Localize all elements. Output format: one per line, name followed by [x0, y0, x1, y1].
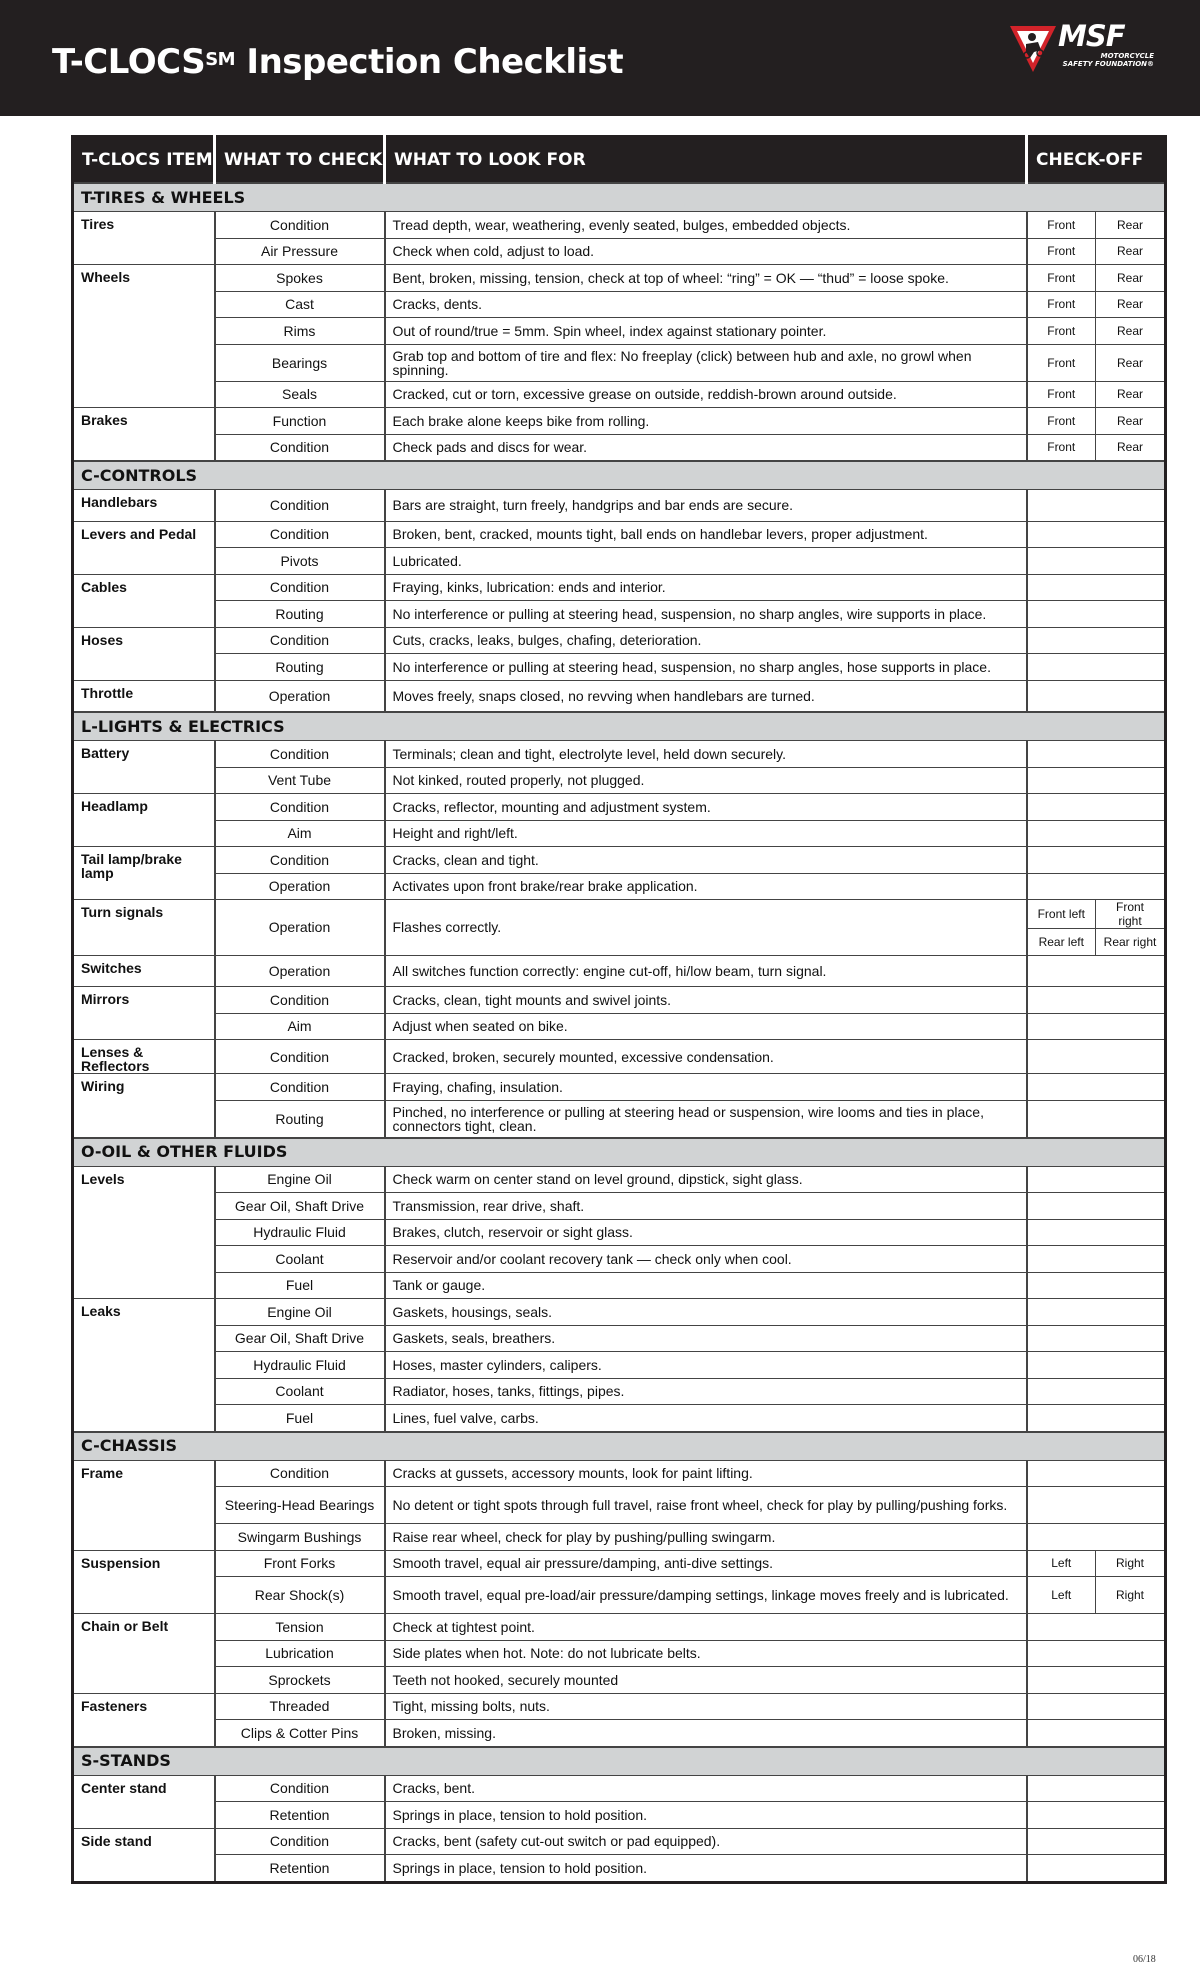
- check-off-box[interactable]: [1027, 794, 1166, 821]
- what-to-look-for: Cracks, clean, tight mounts and swivel joints.: [385, 987, 1027, 1014]
- what-to-check: Condition: [215, 627, 385, 654]
- what-to-check: Rims: [215, 318, 385, 345]
- what-to-check: Routing: [215, 1100, 385, 1138]
- what-to-look-for: Each brake alone keeps bike from rolling.: [385, 408, 1027, 435]
- logo-sub-line-2: SAFETY FOUNDATION: [1062, 60, 1147, 68]
- section-row: [73, 183, 1166, 212]
- what-to-check: Condition: [215, 1460, 385, 1487]
- item-name: Brakes: [73, 408, 215, 462]
- table-header-row: [73, 137, 1166, 184]
- table-row: [73, 1405, 1166, 1432]
- check-off-box[interactable]: [1027, 1040, 1166, 1074]
- what-to-check: Condition: [215, 794, 385, 821]
- table-row: [73, 381, 1166, 408]
- what-to-check: Coolant: [215, 1378, 385, 1405]
- what-to-check: Seals: [215, 381, 385, 408]
- item-name: Wiring: [73, 1074, 215, 1138]
- check-off-box[interactable]: [1027, 1667, 1166, 1694]
- inspection-checklist-table: [71, 135, 1167, 1884]
- what-to-check: Hydraulic Fluid: [215, 1219, 385, 1246]
- what-to-check: Condition: [215, 1828, 385, 1855]
- check-off-box[interactable]: Rear: [1096, 291, 1166, 318]
- table-row: [73, 1720, 1166, 1747]
- what-to-look-for: No interference or pulling at steering head, suspension, no sharp angles, hose supports in place.: [385, 654, 1027, 681]
- what-to-check: Fuel: [215, 1272, 385, 1299]
- what-to-look-for: Smooth travel, equal pre-load/air pressure/damping settings, linkage moves freely and is lubricated.: [385, 1577, 1027, 1614]
- table-row: [73, 794, 1166, 821]
- msf-logo: [1008, 19, 1158, 76]
- what-to-check: Condition: [215, 1074, 385, 1101]
- check-off-box[interactable]: [1027, 1487, 1166, 1524]
- check-off-box[interactable]: [1027, 1828, 1166, 1855]
- what-to-check: Front Forks: [215, 1550, 385, 1577]
- item-name: Tires: [73, 212, 215, 265]
- item-name: Lenses & Reflectors: [73, 1040, 215, 1074]
- section-title: C-CONTROLS: [73, 461, 1166, 490]
- check-off-box[interactable]: [1027, 627, 1166, 654]
- item-name: Leaks: [73, 1299, 215, 1432]
- check-off-box[interactable]: [1027, 574, 1166, 601]
- table-row: [73, 900, 1166, 929]
- table-row: [73, 1802, 1166, 1829]
- what-to-check: Steering-Head Bearings: [215, 1487, 385, 1524]
- what-to-check: Condition: [215, 490, 385, 522]
- what-to-look-for: Check warm on center stand on level ground, dipstick, sight glass.: [385, 1166, 1027, 1193]
- checklist-body: [73, 183, 1166, 1882]
- check-off-box[interactable]: [1027, 521, 1166, 548]
- check-off-box[interactable]: Rear: [1096, 408, 1166, 435]
- check-off-box[interactable]: Rear: [1096, 318, 1166, 345]
- check-off-box[interactable]: Front left: [1027, 900, 1096, 929]
- what-to-look-for: Cuts, cracks, leaks, bulges, chafing, deterioration.: [385, 627, 1027, 654]
- item-name: Handlebars: [73, 490, 215, 522]
- logo-sub-line-1: MOTORCYCLE: [1100, 52, 1154, 60]
- what-to-check: Coolant: [215, 1246, 385, 1273]
- table-row: [73, 291, 1166, 318]
- what-to-check: Gear Oil, Shaft Drive: [215, 1325, 385, 1352]
- what-to-look-for: Brakes, clutch, reservoir or sight glass.: [385, 1219, 1027, 1246]
- column-header-item: T-CLOCS ITEM: [73, 137, 215, 184]
- table-row: [73, 847, 1166, 874]
- table-row: [73, 741, 1166, 768]
- what-to-look-for: Side plates when hot. Note: do not lubricate belts.: [385, 1640, 1027, 1667]
- table-row: [73, 1246, 1166, 1273]
- title-main: T-CLOCS: [52, 42, 206, 82]
- section-title: O-OIL & OTHER FLUIDS: [73, 1138, 1166, 1167]
- what-to-look-for: Gaskets, housings, seals.: [385, 1299, 1027, 1326]
- table-row: [73, 1219, 1166, 1246]
- what-to-look-for: Broken, missing.: [385, 1720, 1027, 1747]
- item-name: Tail lamp/brake lamp: [73, 847, 215, 900]
- table-row: [73, 344, 1166, 381]
- table-row: [73, 1074, 1166, 1101]
- what-to-check: Routing: [215, 601, 385, 628]
- what-to-check: Condition: [215, 847, 385, 874]
- table-row: [73, 265, 1166, 292]
- table-row: [73, 1166, 1166, 1193]
- what-to-look-for: Cracks, clean and tight.: [385, 847, 1027, 874]
- check-off-box[interactable]: Front: [1027, 212, 1096, 239]
- section-title: L-LIGHTS & ELECTRICS: [73, 712, 1166, 741]
- table-row: [73, 627, 1166, 654]
- what-to-check: Condition: [215, 1040, 385, 1074]
- what-to-look-for: Cracks, reflector, mounting and adjustment system.: [385, 794, 1027, 821]
- what-to-check: Tension: [215, 1614, 385, 1641]
- check-off-box[interactable]: Rear: [1096, 265, 1166, 292]
- table-row: [73, 654, 1166, 681]
- check-off-box[interactable]: [1027, 1640, 1166, 1667]
- what-to-look-for: Gaskets, seals, breathers.: [385, 1325, 1027, 1352]
- check-off-box[interactable]: [1027, 955, 1166, 987]
- what-to-look-for: Check when cold, adjust to load.: [385, 238, 1027, 265]
- table-row: [73, 987, 1166, 1014]
- what-to-check: Operation: [215, 955, 385, 987]
- table-row: [73, 490, 1166, 522]
- what-to-look-for: Lubricated.: [385, 548, 1027, 575]
- table-row: [73, 548, 1166, 575]
- what-to-check: Operation: [215, 900, 385, 956]
- check-off-box[interactable]: [1027, 1855, 1166, 1883]
- table-row: [73, 1614, 1166, 1641]
- what-to-check: Engine Oil: [215, 1299, 385, 1326]
- check-off-box[interactable]: [1027, 741, 1166, 768]
- check-off-box[interactable]: [1027, 490, 1166, 522]
- table-row: [73, 434, 1166, 461]
- what-to-look-for: Bent, broken, missing, tension, check at top of wheel: “ring” = OK — “thud” = loose spoke.: [385, 265, 1027, 292]
- check-off-box[interactable]: [1027, 654, 1166, 681]
- item-name: Wheels: [73, 265, 215, 408]
- item-name: Side stand: [73, 1828, 215, 1882]
- section-title: C-CHASSIS: [73, 1432, 1166, 1461]
- logo-subtitle: [1050, 52, 1154, 68]
- check-off-box[interactable]: [1027, 820, 1166, 847]
- table-row: [73, 873, 1166, 900]
- item-name: Throttle: [73, 680, 215, 712]
- section-row: [73, 461, 1166, 490]
- check-off-box[interactable]: [1027, 1100, 1166, 1138]
- check-off-box[interactable]: [1027, 1013, 1166, 1040]
- what-to-check: Retention: [215, 1802, 385, 1829]
- check-off-box[interactable]: [1027, 1775, 1166, 1802]
- what-to-check: Fuel: [215, 1405, 385, 1432]
- what-to-look-for: Fraying, chafing, insulation.: [385, 1074, 1027, 1101]
- header-bar: [0, 0, 1200, 116]
- table-row: [73, 1855, 1166, 1883]
- column-header-what-to-check: WHAT TO CHECK: [215, 137, 385, 184]
- what-to-look-for: Broken, bent, cracked, mounts tight, ball ends on handlebar levers, proper adjustment.: [385, 521, 1027, 548]
- what-to-look-for: Check pads and discs for wear.: [385, 434, 1027, 461]
- check-off-box[interactable]: Front: [1027, 238, 1096, 265]
- check-off-box[interactable]: Rear right: [1096, 929, 1166, 956]
- table-row: [73, 680, 1166, 712]
- what-to-look-for: Cracks, dents.: [385, 291, 1027, 318]
- table-row: [73, 1693, 1166, 1720]
- check-off-box[interactable]: [1027, 1166, 1166, 1193]
- what-to-look-for: Moves freely, snaps closed, no revving when handlebars are turned.: [385, 680, 1027, 712]
- what-to-look-for: Not kinked, routed properly, not plugged.: [385, 767, 1027, 794]
- table-row: [73, 1775, 1166, 1802]
- what-to-look-for: Hoses, master cylinders, calipers.: [385, 1352, 1027, 1379]
- table-row: [73, 1013, 1166, 1040]
- what-to-look-for: Pinched, no interference or pulling at steering head or suspension, wire looms and ties in place, connectors tight, clean.: [385, 1100, 1027, 1138]
- logo-wordmark: MSF: [1058, 19, 1125, 53]
- what-to-look-for: Bars are straight, turn freely, handgrips and bar ends are secure.: [385, 490, 1027, 522]
- check-off-box[interactable]: [1027, 1352, 1166, 1379]
- check-off-box[interactable]: [1027, 1524, 1166, 1551]
- item-name: Battery: [73, 741, 215, 794]
- item-name: Suspension: [73, 1550, 215, 1614]
- check-off-box[interactable]: [1027, 1693, 1166, 1720]
- page-title: [52, 40, 623, 84]
- check-off-box[interactable]: [1027, 1299, 1166, 1326]
- what-to-look-for: Fraying, kinks, lubrication: ends and interior.: [385, 574, 1027, 601]
- what-to-check: Gear Oil, Shaft Drive: [215, 1193, 385, 1220]
- table-row: [73, 318, 1166, 345]
- what-to-look-for: Terminals; clean and tight, electrolyte level, held down securely.: [385, 741, 1027, 768]
- check-off-box[interactable]: [1027, 1074, 1166, 1101]
- table-row: [73, 1550, 1166, 1577]
- item-name: Center stand: [73, 1775, 215, 1828]
- check-off-box[interactable]: Rear left: [1027, 929, 1096, 956]
- what-to-look-for: Tread depth, wear, weathering, evenly seated, bulges, embedded objects.: [385, 212, 1027, 239]
- section-row: [73, 1138, 1166, 1167]
- check-off-box[interactable]: [1027, 680, 1166, 712]
- what-to-look-for: Smooth travel, equal air pressure/damping, anti-dive settings.: [385, 1550, 1027, 1577]
- check-off-box[interactable]: Right: [1096, 1550, 1166, 1577]
- what-to-look-for: Lines, fuel valve, carbs.: [385, 1405, 1027, 1432]
- check-off-box[interactable]: Front: [1027, 291, 1096, 318]
- what-to-check: Operation: [215, 680, 385, 712]
- what-to-look-for: Cracks at gussets, accessory mounts, look for paint lifting.: [385, 1460, 1027, 1487]
- what-to-look-for: Grab top and bottom of tire and flex: No freeplay (click) between hub and axle, no growl when spinning.: [385, 344, 1027, 381]
- table-row: [73, 212, 1166, 239]
- check-off-box[interactable]: [1027, 1246, 1166, 1273]
- what-to-check: Function: [215, 408, 385, 435]
- check-off-box[interactable]: Right: [1096, 1577, 1166, 1614]
- what-to-check: Condition: [215, 521, 385, 548]
- check-off-box[interactable]: [1027, 1193, 1166, 1220]
- table-row: [73, 601, 1166, 628]
- what-to-check: Spokes: [215, 265, 385, 292]
- what-to-look-for: Cracks, bent (safety cut-out switch or pad equipped).: [385, 1828, 1027, 1855]
- what-to-check: Aim: [215, 1013, 385, 1040]
- table-row: [73, 1460, 1166, 1487]
- table-row: [73, 574, 1166, 601]
- what-to-look-for: All switches function correctly: engine cut-off, hi/low beam, turn signal.: [385, 955, 1027, 987]
- what-to-check: Routing: [215, 654, 385, 681]
- item-name: Hoses: [73, 627, 215, 680]
- section-row: [73, 712, 1166, 741]
- what-to-look-for: Radiator, hoses, tanks, fittings, pipes.: [385, 1378, 1027, 1405]
- table-row: [73, 408, 1166, 435]
- section-title: T-TIRES & WHEELS: [73, 183, 1166, 212]
- what-to-look-for: Cracked, cut or torn, excessive grease on outside, reddish-brown around outside.: [385, 381, 1027, 408]
- check-off-box[interactable]: [1027, 1378, 1166, 1405]
- what-to-check: Clips & Cotter Pins: [215, 1720, 385, 1747]
- item-name: Fasteners: [73, 1693, 215, 1747]
- check-off-box[interactable]: Rear: [1096, 434, 1166, 461]
- what-to-check: Lubrication: [215, 1640, 385, 1667]
- check-off-box[interactable]: [1027, 1272, 1166, 1299]
- what-to-look-for: Cracked, broken, securely mounted, excessive condensation.: [385, 1040, 1027, 1074]
- table-row: [73, 1325, 1166, 1352]
- check-off-box[interactable]: Front: [1027, 381, 1096, 408]
- item-name: Frame: [73, 1460, 215, 1550]
- check-off-box[interactable]: [1027, 847, 1166, 874]
- date-code: 06/18: [1133, 1954, 1156, 1965]
- check-off-box[interactable]: [1027, 601, 1166, 628]
- table-row: [73, 1640, 1166, 1667]
- check-off-box[interactable]: Front: [1027, 344, 1096, 381]
- what-to-check: Condition: [215, 434, 385, 461]
- check-off-box[interactable]: Front: [1027, 265, 1096, 292]
- check-off-box[interactable]: Front right: [1096, 900, 1166, 929]
- table-row: [73, 1828, 1166, 1855]
- what-to-check: Pivots: [215, 548, 385, 575]
- title-service-mark: SM: [205, 49, 236, 70]
- table-row: [73, 238, 1166, 265]
- what-to-look-for: Springs in place, tension to hold position.: [385, 1802, 1027, 1829]
- what-to-look-for: No interference or pulling at steering head, suspension, no sharp angles, wire supports in place.: [385, 601, 1027, 628]
- table-row: [73, 767, 1166, 794]
- what-to-check: Bearings: [215, 344, 385, 381]
- item-name: Levels: [73, 1166, 215, 1299]
- what-to-look-for: Tank or gauge.: [385, 1272, 1027, 1299]
- check-off-box[interactable]: [1027, 1219, 1166, 1246]
- what-to-look-for: Springs in place, tension to hold position.: [385, 1855, 1027, 1883]
- check-off-box[interactable]: [1027, 1802, 1166, 1829]
- what-to-check: Condition: [215, 741, 385, 768]
- check-off-box[interactable]: [1027, 1460, 1166, 1487]
- table-row: [73, 1667, 1166, 1694]
- what-to-check: Operation: [215, 873, 385, 900]
- check-off-box[interactable]: Left: [1027, 1550, 1096, 1577]
- what-to-look-for: Check at tightest point.: [385, 1614, 1027, 1641]
- check-off-box[interactable]: Rear: [1096, 344, 1166, 381]
- check-off-box[interactable]: [1027, 1614, 1166, 1641]
- item-name: Mirrors: [73, 987, 215, 1040]
- what-to-look-for: Height and right/left.: [385, 820, 1027, 847]
- item-name: Headlamp: [73, 794, 215, 847]
- item-name: Cables: [73, 574, 215, 627]
- what-to-check: Hydraulic Fluid: [215, 1352, 385, 1379]
- check-off-box[interactable]: [1027, 548, 1166, 575]
- table-row: [73, 1299, 1166, 1326]
- what-to-check: Cast: [215, 291, 385, 318]
- table-row: [73, 1352, 1166, 1379]
- check-off-box[interactable]: [1027, 1720, 1166, 1747]
- table-row: [73, 1100, 1166, 1138]
- table-row: [73, 1524, 1166, 1551]
- what-to-check: Engine Oil: [215, 1166, 385, 1193]
- check-off-box[interactable]: Rear: [1096, 381, 1166, 408]
- what-to-check: Retention: [215, 1855, 385, 1883]
- what-to-look-for: Activates upon front brake/rear brake application.: [385, 873, 1027, 900]
- table-row: [73, 1272, 1166, 1299]
- what-to-look-for: Adjust when seated on bike.: [385, 1013, 1027, 1040]
- check-off-box[interactable]: [1027, 873, 1166, 900]
- what-to-check: Condition: [215, 1775, 385, 1802]
- what-to-look-for: Cracks, bent.: [385, 1775, 1027, 1802]
- what-to-look-for: Flashes correctly.: [385, 900, 1027, 956]
- what-to-check: Aim: [215, 820, 385, 847]
- what-to-check: Condition: [215, 212, 385, 239]
- column-header-check-off: CHECK-OFF: [1027, 137, 1166, 184]
- what-to-check: Vent Tube: [215, 767, 385, 794]
- what-to-check: Rear Shock(s): [215, 1577, 385, 1614]
- item-name: Switches: [73, 955, 215, 987]
- what-to-check: Threaded: [215, 1693, 385, 1720]
- item-name: Levers and Pedal: [73, 521, 215, 574]
- what-to-look-for: Teeth not hooked, securely mounted: [385, 1667, 1027, 1694]
- check-off-box[interactable]: [1027, 1325, 1166, 1352]
- check-off-box[interactable]: Front: [1027, 408, 1096, 435]
- column-header-what-to-look-for: WHAT TO LOOK FOR: [385, 137, 1027, 184]
- title-rest: Inspection Checklist: [246, 42, 624, 82]
- check-off-box[interactable]: Left: [1027, 1577, 1096, 1614]
- check-off-box[interactable]: [1027, 1405, 1166, 1432]
- what-to-look-for: Out of round/true = 5mm. Spin wheel, index against stationary pointer.: [385, 318, 1027, 345]
- section-title: S-STANDS: [73, 1747, 1166, 1776]
- check-off-box[interactable]: Front: [1027, 318, 1096, 345]
- item-name: Turn signals: [73, 900, 215, 956]
- check-off-box[interactable]: Rear: [1096, 238, 1166, 265]
- logo-registered-mark: ®: [1147, 60, 1154, 68]
- section-row: [73, 1432, 1166, 1461]
- table-row: [73, 1487, 1166, 1524]
- check-off-box[interactable]: [1027, 767, 1166, 794]
- check-off-box[interactable]: Front: [1027, 434, 1096, 461]
- what-to-check: Condition: [215, 987, 385, 1014]
- what-to-look-for: Transmission, rear drive, shaft.: [385, 1193, 1027, 1220]
- table-row: [73, 955, 1166, 987]
- what-to-check: Sprockets: [215, 1667, 385, 1694]
- table-row: [73, 1040, 1166, 1074]
- check-off-box[interactable]: [1027, 987, 1166, 1014]
- what-to-look-for: No detent or tight spots through full travel, raise front wheel, check for play by pulling/pushing forks.: [385, 1487, 1027, 1524]
- item-name: Chain or Belt: [73, 1614, 215, 1694]
- check-off-box[interactable]: Rear: [1096, 212, 1166, 239]
- section-row: [73, 1747, 1166, 1776]
- what-to-check: Air Pressure: [215, 238, 385, 265]
- what-to-look-for: Reservoir and/or coolant recovery tank — check only when cool.: [385, 1246, 1027, 1273]
- table-row: [73, 521, 1166, 548]
- what-to-check: Swingarm Bushings: [215, 1524, 385, 1551]
- table-row: [73, 1193, 1166, 1220]
- what-to-look-for: Tight, missing bolts, nuts.: [385, 1693, 1027, 1720]
- table-row: [73, 1378, 1166, 1405]
- table-row: [73, 820, 1166, 847]
- table-row: [73, 1577, 1166, 1614]
- what-to-check: Condition: [215, 574, 385, 601]
- what-to-look-for: Raise rear wheel, check for play by pushing/pulling swingarm.: [385, 1524, 1027, 1551]
